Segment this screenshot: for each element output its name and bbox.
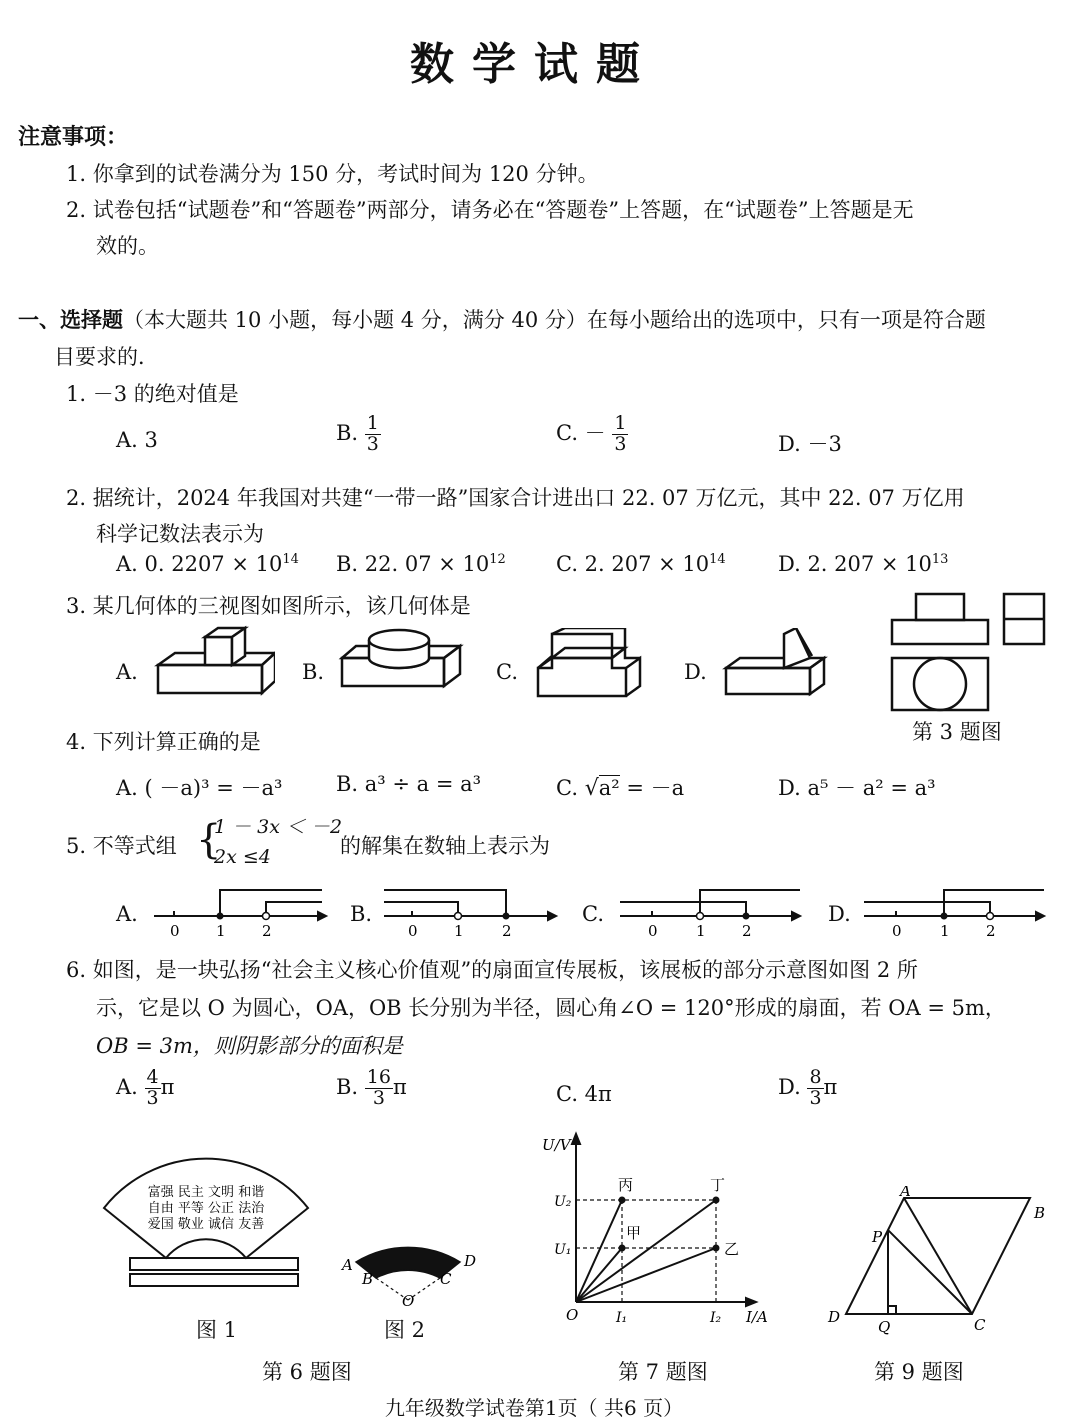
svg-text:O: O xyxy=(566,1306,579,1324)
svg-text:富强 民主 文明 和谐: 富强 民主 文明 和谐 xyxy=(147,1185,265,1200)
svg-text:D: D xyxy=(828,1308,841,1326)
q6-option-b: B. $\frac{16}{3}$ π xyxy=(336,1066,407,1109)
q1-option-b: B. $\frac{1}{3}$ xyxy=(336,412,379,455)
q3-option-c: C. xyxy=(496,660,518,684)
q6-stem-1: 6. 如图，是一块弘扬“社会主义核心价值观”的扇面宣传展板，该展板的部分示意图如图 2 所 xyxy=(66,958,918,982)
fraction: $\frac{1}{3}$ xyxy=(614,412,627,455)
svg-text:C: C xyxy=(974,1316,986,1334)
q5-stem-pre: 5. 不等式组 xyxy=(66,834,177,858)
svg-text:乙: 乙 xyxy=(724,1240,740,1258)
q2-option-c: C. 2. $207 \times 10^{14}$ xyxy=(556,552,726,576)
svg-text:0: 0 xyxy=(892,922,902,940)
q4-option-d: D. a⁵ － a² = a³ xyxy=(778,776,936,800)
svg-text:O: O xyxy=(402,1292,415,1310)
q3-solid-d xyxy=(722,628,832,708)
fraction: $\frac{1}{3}$ xyxy=(366,412,379,455)
q9-figure-caption: 第 9 题图 xyxy=(874,1360,964,1384)
q6-figure-caption: 第 6 题图 xyxy=(262,1360,352,1384)
q6-option-d: D. $\frac{8}{3}$ π xyxy=(778,1066,838,1109)
q5-number-line-a xyxy=(150,880,330,940)
fan-board-figure xyxy=(96,1150,316,1300)
q6-option-c: C. 4π xyxy=(556,1082,612,1106)
q7-ui-graph xyxy=(536,1130,786,1330)
svg-text:B: B xyxy=(362,1270,374,1288)
svg-text:丁: 丁 xyxy=(710,1176,726,1194)
svg-text:1: 1 xyxy=(696,922,706,940)
q3-solid-b xyxy=(336,628,466,703)
q5-option-b: B. xyxy=(350,902,373,926)
section-title: 一、选择题 xyxy=(18,307,123,332)
q1-stem: 1. －3 的绝对值是 xyxy=(66,382,239,406)
q4-option-b: B. a³ ÷ a = a³ xyxy=(336,772,482,796)
q4-stem: 4. 下列计算正确的是 xyxy=(66,730,261,754)
q5-number-line-d xyxy=(860,880,1050,940)
q3-caption: 第 3 题图 xyxy=(912,720,1002,744)
q4-option-a: A. ( －a)³ = －a³ xyxy=(116,776,283,800)
notice-item-2-cont: 效的。 xyxy=(96,234,159,258)
page-footer: 九年级数学试卷第1页（ 共6 页） xyxy=(384,1396,684,1420)
svg-text:自由 平等 公正 法治: 自由 平等 公正 法治 xyxy=(147,1201,265,1216)
notice-item-1: 1. 你拿到的试卷满分为 150 分，考试时间为 120 分钟。 xyxy=(66,162,599,186)
q5-number-line-c xyxy=(616,880,806,940)
q5-option-a: A. xyxy=(116,902,138,926)
svg-text:0: 0 xyxy=(648,922,658,940)
fig2-caption: 图 2 xyxy=(384,1318,426,1342)
q6-option-a: A. $\frac{4}{3}$ π xyxy=(116,1066,175,1109)
svg-text:B: B xyxy=(1034,1204,1046,1222)
q5-option-d: D. xyxy=(828,902,851,926)
q1-option-d: D. －3 xyxy=(778,432,842,456)
q3-option-a: A. xyxy=(116,660,138,684)
q2-option-d: D. 2. $207 \times 10^{13}$ xyxy=(778,552,949,576)
q6-stem-2: 示，它是以 O 为圆心，OA，OB 长分别为半径，圆心角∠O = 120°形成的扇面，若 OA = 5m， xyxy=(96,996,1006,1020)
svg-text:P: P xyxy=(872,1228,883,1246)
svg-text:0: 0 xyxy=(408,922,418,940)
svg-text:甲: 甲 xyxy=(626,1224,642,1242)
q2-option-b: B. 22. $07 \times 10^{12}$ xyxy=(336,552,506,576)
svg-text:U₁: U₁ xyxy=(554,1242,572,1258)
svg-text:2: 2 xyxy=(502,922,512,940)
q5-number-line-b xyxy=(380,880,560,940)
svg-text:1: 1 xyxy=(940,922,950,940)
svg-text:I/A: I/A xyxy=(746,1308,768,1326)
notice-heading: 注意事项： xyxy=(18,124,129,150)
fig1-caption: 图 1 xyxy=(196,1318,238,1342)
q3-three-view-figure xyxy=(886,590,1051,715)
q5-stem-post: 的解集在数轴上表示为 xyxy=(340,834,550,858)
q5-inequality-2: 2x ≤4 xyxy=(214,846,271,868)
brace: { xyxy=(196,817,222,863)
q2-stem-1: 2. 据统计，2024 年我国对共建“一带一路”国家合计进出口 22. 07 万亿元，其中 22. 07 万亿用 xyxy=(66,486,965,510)
svg-text:I₁: I₁ xyxy=(616,1310,628,1326)
svg-text:D: D xyxy=(464,1252,477,1270)
q2-stem-2: 科学记数法表示为 xyxy=(96,522,264,546)
svg-text:2: 2 xyxy=(742,922,752,940)
svg-text:I₂: I₂ xyxy=(710,1310,722,1326)
svg-text:A: A xyxy=(900,1186,911,1200)
svg-text:1: 1 xyxy=(216,922,226,940)
q2-option-a: A. 0. $2207 \times 10^{14}$ xyxy=(116,552,299,576)
q3-stem: 3. 某几何体的三视图如图所示，该几何体是 xyxy=(66,594,471,618)
q4-option-c: C. √a² = －a xyxy=(556,776,685,801)
annular-sector-figure xyxy=(336,1220,486,1310)
svg-text:Q: Q xyxy=(878,1318,891,1336)
q3-solid-c xyxy=(530,628,655,708)
svg-text:0: 0 xyxy=(170,922,180,940)
q7-figure-caption: 第 7 题图 xyxy=(618,1360,708,1384)
svg-text:U/V: U/V xyxy=(542,1136,571,1154)
svg-text:2: 2 xyxy=(986,922,996,940)
section-heading xyxy=(18,304,986,334)
q5-option-c: C. xyxy=(582,902,604,926)
q3-solid-a xyxy=(150,625,275,710)
svg-text:爱国 敬业 诚信 友善: 爱国 敬业 诚信 友善 xyxy=(147,1217,265,1232)
svg-text:丙: 丙 xyxy=(618,1176,634,1194)
q3-option-d: D. xyxy=(684,660,707,684)
page-title: 数学试题 xyxy=(410,39,658,90)
q1-option-a: A. 3 xyxy=(116,428,158,452)
q6-stem-3: OB = 3m，则阴影部分的面积是 xyxy=(96,1034,403,1058)
svg-text:U₂: U₂ xyxy=(554,1194,572,1210)
svg-text:C: C xyxy=(440,1270,452,1288)
svg-text:1: 1 xyxy=(454,922,464,940)
svg-text:A: A xyxy=(342,1256,353,1274)
q3-option-b: B. xyxy=(302,660,325,684)
section-desc-1: （本大题共 10 小题，每小题 4 分，满分 40 分）在每小题给出的选项中，只有一项是符合题 xyxy=(123,308,986,332)
q9-parallelogram-figure xyxy=(822,1186,1054,1336)
q5-inequality-1: 1 － 3x ＜ －2 xyxy=(214,816,343,838)
svg-text:2: 2 xyxy=(262,922,272,940)
notice-item-2: 2. 试卷包括“试题卷”和“答题卷”两部分，请务必在“答题卷”上答题，在“试题卷”上答题是无 xyxy=(66,198,914,222)
q1-option-c: C. － $\frac{1}{3}$ xyxy=(556,412,627,455)
section-desc-2: 目要求的． xyxy=(54,345,159,369)
